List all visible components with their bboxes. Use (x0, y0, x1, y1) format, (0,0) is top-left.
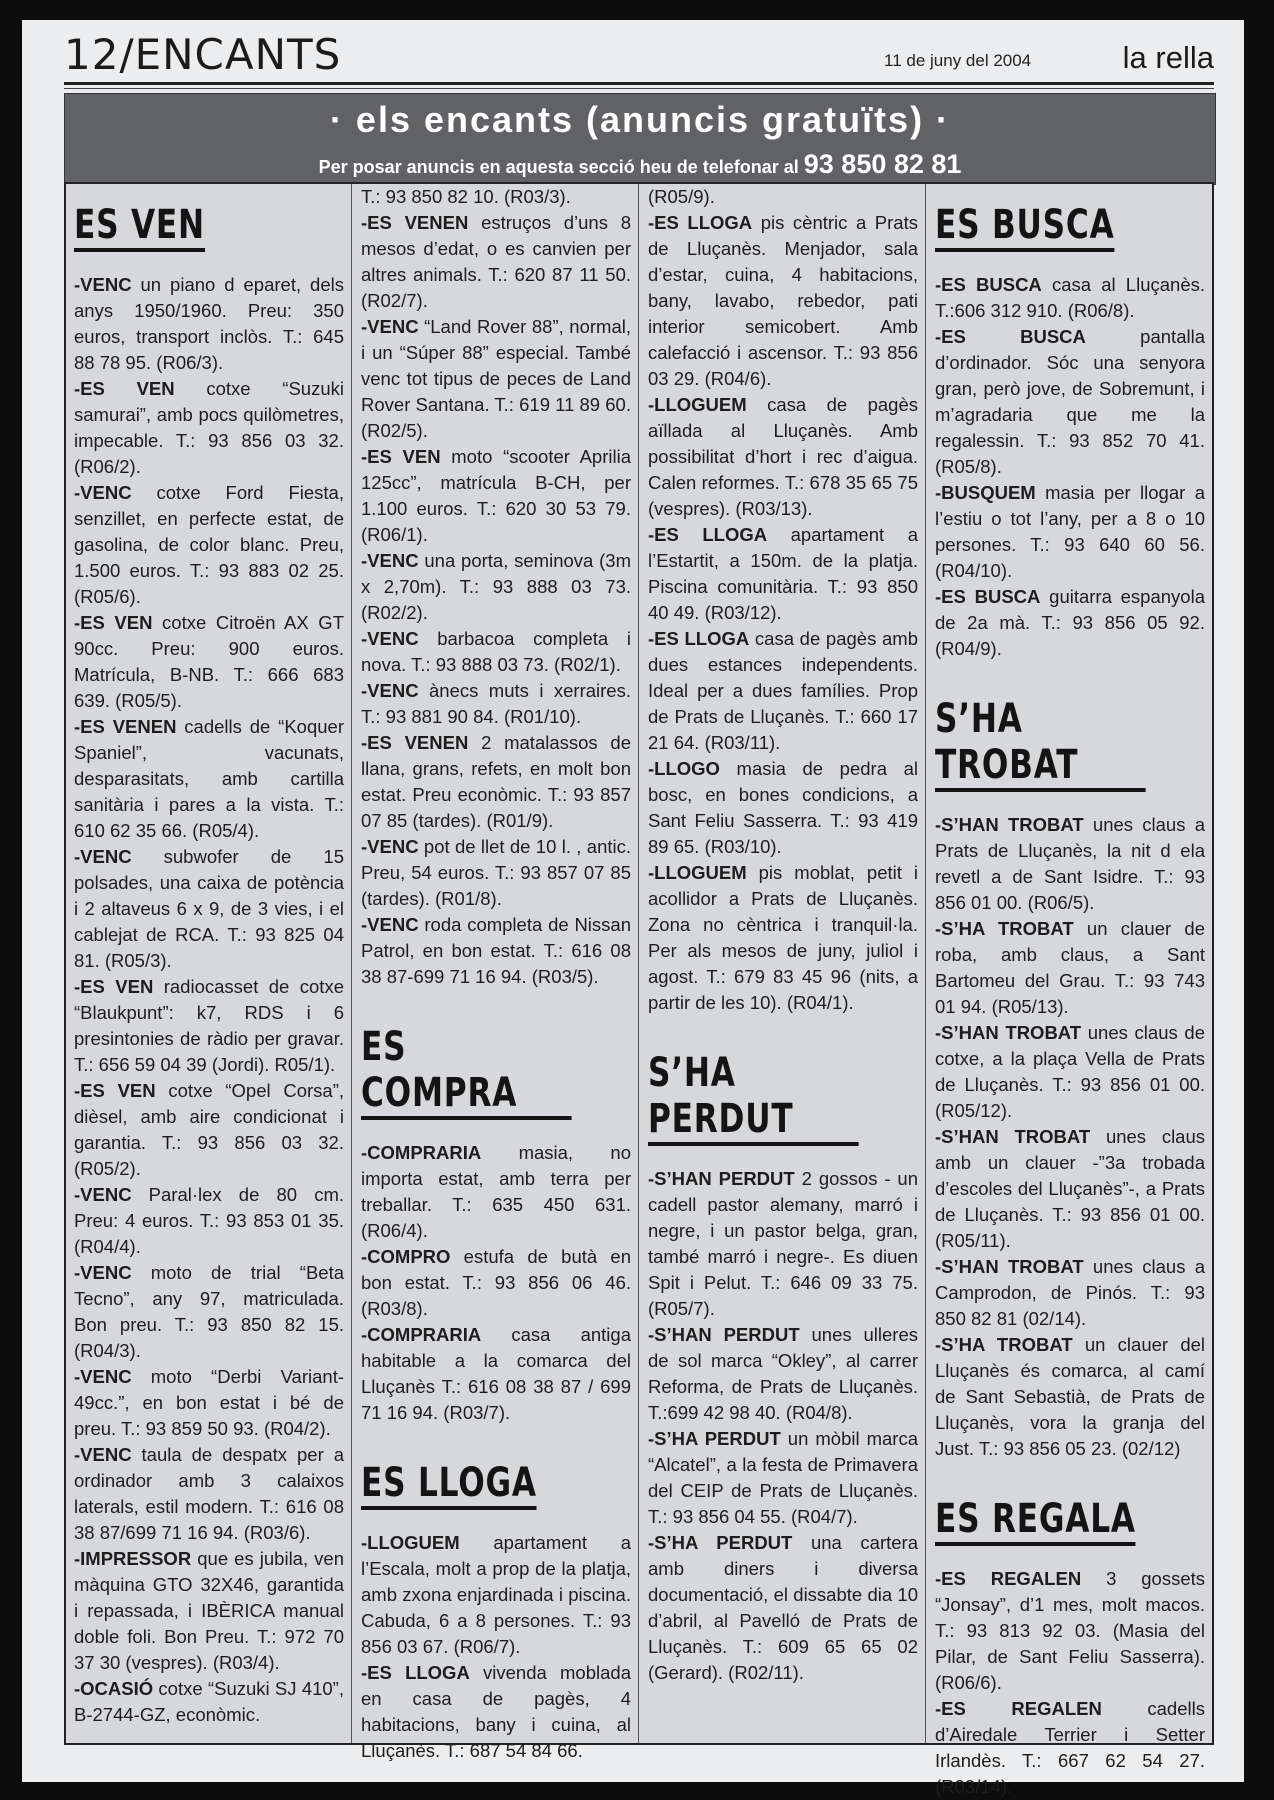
issue-date: 11 de juny del 2004 (884, 51, 1032, 70)
ad-lead: -ES LLOGA (648, 524, 768, 545)
ad-list (935, 1566, 1205, 1800)
ad-list (361, 1140, 631, 1426)
classified-ad (361, 1660, 631, 1764)
ad-lead: -VENC (74, 846, 132, 867)
ad-lead: -ES REGALEN (935, 1568, 1082, 1589)
ad-lead: -VENC (74, 1184, 132, 1205)
classified-ad (74, 1676, 344, 1728)
classified-ad (74, 1260, 344, 1364)
banner-title: · els encants (anuncis gratuïts) · (329, 99, 951, 140)
ad-text: masia per llogar a l’estiu o tot l’any, per a 8 o 10 persones. T.: 93 640 60 56. (R04/10). (935, 482, 1205, 581)
ad-lead: -S’HA TROBAT (935, 1334, 1073, 1355)
classified-ad (74, 1364, 344, 1442)
classified-ad (74, 1182, 344, 1260)
ad-text: una cartera amb diners i diversa documentació, el dissabte dia 10 d’abril, al Pavelló de Prats de Lluçanès. T.: 609 65 65 02 (Gerard). (R02/11). (648, 1532, 918, 1683)
ad-lead: -ES VEN (74, 1080, 156, 1101)
ad-text: taula de despatx per a ordinador amb 3 calaixos laterals, estil modern. T.: 616 08 38 87/699 71 16 94. (R03/6). (74, 1444, 344, 1543)
ad-list (361, 1530, 631, 1764)
ad-text: unes claus a Camprodon, de Pinós. T.: 93 850 82 81 (02/14). (935, 1256, 1206, 1329)
classified-ad (361, 1322, 631, 1426)
banner-subtitle (65, 149, 1215, 180)
ad-text: un mòbil marca “Alcatel”, a la festa de Primavera del CEIP de Prats de Lluçanès. T.: 93 856 04 55. (R04/7). (648, 1428, 919, 1527)
ad-lead: -COMPRARIA (361, 1324, 482, 1345)
ad-list (935, 812, 1205, 1462)
ad-text: apartament a l’Escala, molt a prop de la platja, amb zxona enjardinada i piscina. Cabuda, 6 a 8 persones. T.: 93 856 03 67. (R06/7). (361, 1532, 631, 1657)
ad-text: unes claus a Prats de Lluçanès, la nit d ela revetl a de Sant Isidre. T.: 93 856 01 00. (R06/5). (935, 814, 1206, 913)
banner-instructions: Per posar anuncis en aquesta secció heu de telefonar al (318, 157, 799, 177)
classified-ad (648, 1530, 918, 1686)
ad-list (935, 272, 1205, 662)
classified-ad (74, 974, 344, 1078)
ad-lead: -IMPRESSOR (74, 1548, 192, 1569)
heading-es-ven: ES VEN (74, 202, 205, 252)
heading-es-lloga: ES LLOGA (361, 1460, 537, 1510)
ad-text: que es jubila, ven màquina GTO 32X46, garantida i repassada, i IBÈRICA manual doble foli. Bon Preu. T.: 972 70 37 30 (vespres). (R03/4). (74, 1548, 344, 1673)
ad-lead: -BUSQUEM (935, 482, 1036, 503)
ad-text: masia, no importa estat, amb terra per treballar. T.: 635 450 631. (R06/4). (361, 1142, 631, 1241)
classified-ad (935, 1566, 1205, 1696)
classified-ad (648, 184, 918, 210)
ad-text: cadells de “Koquer Spaniel”, vacunats, desparasitats, amb cartilla sanitària i pares a la vista. T.: 610 62 35 66. (R05/4). (74, 716, 344, 841)
classified-ad (648, 756, 918, 860)
ad-text: un piano d eparet, dels anys 1950/1960. Preu: 350 euros, transport inclòs. T.: 645 88 78 95. (R06/3). (74, 274, 344, 373)
ad-text: pis cèntric a Prats de Lluçanès. Menjador, sala d’estar, cuina, 4 habitacions, bany, lavabo, rebedor, pati interior semicobert. Amb calefacció i ascensor. T.: 93 856 03 29. (R04/6). (648, 212, 918, 389)
classified-ad (74, 1078, 344, 1182)
ad-text: “Land Rover 88”, normal, i un “Súper 88” especial. També venc tot tipus de peces de Land Rover Santana. T.: 619 11 89 60. (R02/5). (361, 316, 631, 441)
ad-lead: -S’HA TROBAT (935, 918, 1074, 939)
classified-ad (361, 626, 631, 678)
classified-ad (361, 834, 631, 912)
column-divider (638, 184, 639, 1743)
heading-sha-perdut: S’HA PERDUT (648, 1050, 859, 1146)
ad-text: casa de pagès amb dues estances independents. Ideal per a dues famílies. Prop de Prats de Lluçanès. T.: 660 17 21 64. (R03/11). (648, 628, 918, 753)
column-divider (351, 184, 352, 1743)
ad-lead: -LLOGUEM (648, 394, 747, 415)
ad-text: 2 matalassos de llana, grans, refets, en molt bon estat. Preu econòmic. T.: 93 857 07 85 (tardes). (R01/9). (361, 732, 631, 831)
classified-ad (935, 1332, 1205, 1462)
column-2 (361, 184, 631, 1761)
ad-text: un clauer del Lluçanès és comarca, al camí de Sant Sebastià, de Prats de Lluçanès, vora la granja del Just. T.: 93 856 05 23. (02/12) (935, 1334, 1206, 1459)
ad-lead: -ES VENEN (74, 716, 177, 737)
ad-text: subwofer de 15 polsades, una caixa de potència i 2 altaveus 6 x 9, de 3 vies, i el cablejat de RCA. T.: 93 825 04 81. (R05/3). (74, 846, 344, 971)
ad-lead: -ES VEN (361, 446, 441, 467)
ad-lead: -S’HAN TROBAT (935, 1022, 1082, 1043)
classifieds-box (64, 182, 1214, 1797)
ad-text: moto de trial “Beta Tecno”, any 97, matriculada. Bon preu. T.: 93 850 82 15. (R04/3). (74, 1262, 344, 1361)
ad-lead: -ES VEN (74, 976, 154, 997)
ad-text: cotxe “Opel Corsa”, dièsel, amb aire condicionat i garantia. T.: 93 856 03 32. (R05/2). (74, 1080, 344, 1179)
classified-ad (361, 912, 631, 990)
ad-list (361, 184, 631, 990)
classified-ad (361, 314, 631, 444)
ad-lead: -LLOGUEM (648, 862, 747, 883)
banner-phone: 93 850 82 81 (803, 149, 962, 179)
ad-text: un clauer de roba, amb claus, a Sant Bartomeu del Grau. T.: 93 743 01 94. (R05/13). (935, 918, 1205, 1017)
classified-ad (648, 210, 918, 392)
ad-lead: -ES VEN (74, 612, 153, 633)
classified-ad (648, 1166, 918, 1322)
ad-text: estruços d’uns 8 mesos d’edat, o es canvien per altres animals. T.: 620 87 11 50. (R02/7). (361, 212, 631, 311)
classified-ad (935, 324, 1205, 480)
classified-ad (935, 1020, 1205, 1124)
ad-text: roda completa de Nissan Patrol, en bon estat. T.: 616 08 38 87-699 71 16 94. (R03/5). (361, 914, 631, 987)
ad-text: moto “scooter Aprilia 125cc”, matrícula B-CH, per 1.100 euros. T.: 620 30 53 79. (R06/1). (361, 446, 631, 545)
page-header (64, 26, 1214, 79)
classified-ad (935, 1254, 1205, 1332)
ad-lead: -ES VENEN (361, 212, 469, 233)
classified-ad (361, 184, 631, 210)
ad-lead: -ES BUSCA (935, 274, 1042, 295)
classified-ad (361, 548, 631, 626)
ad-text: unes claus amb un clauer -”3a trobada d’escoles del Lluçanès”-, a Prats de Lluçanès. T.: 93 856 01 00. (R05/11). (935, 1126, 1206, 1251)
ad-text: estufa de butà en bon estat. T.: 93 856 06 46. (R03/8). (361, 1246, 631, 1319)
ad-text: cotxe Citroën AX GT 90cc. Preu: 900 euros. Matrícula, B-NB. T.: 666 683 639. (R05/5). (74, 612, 344, 711)
ad-lead: -ES BUSCA (935, 586, 1041, 607)
classified-ad (935, 1124, 1205, 1254)
ad-text: vivenda moblada en casa de pagès, 4 habitacions, bany i cuina, al Lluçanès. T.: 687 54 84 66. (361, 1662, 631, 1761)
column-3 (648, 184, 918, 1729)
ad-lead: -ES LLOGA (361, 1662, 470, 1683)
ad-lead: -S’HAN TROBAT (935, 814, 1084, 835)
ad-text: cotxe “Suzuki samurai”, amb pocs quilòmetres, impecable. T.: 93 856 03 32. (R06/2). (74, 378, 344, 477)
classified-ad (648, 392, 918, 522)
classified-ad (361, 210, 631, 314)
ad-list (74, 272, 344, 1728)
classified-ad (935, 584, 1205, 662)
ad-text: 2 gossos - un cadell pastor alemany, marró i negre, i un pastor belga, gran, també marró i negre-. Es diuen Spit i Pelut. T.: 646 09 33 75. (R05/7). (648, 1168, 919, 1319)
ad-text: (R05/9). (648, 186, 715, 207)
classified-ad (648, 1426, 918, 1530)
ad-lead: -VENC (74, 1366, 132, 1387)
classified-ad (74, 272, 344, 376)
ad-text: pot de llet de 10 l. , antic. Preu, 54 euros. T.: 93 857 07 85 (tardes). (R01/8). (361, 836, 631, 909)
ad-text: unes claus de cotxe, a la plaça Vella de Prats de Lluçanès. T.: 93 856 01 00. (R05/12). (935, 1022, 1205, 1121)
classified-ad (74, 610, 344, 714)
column-1 (74, 190, 344, 1735)
ad-lead: -VENC (74, 482, 132, 503)
ad-lead: -VENC (361, 628, 419, 649)
column-divider (925, 184, 926, 1743)
ad-text: T.: 93 850 82 10. (R03/3). (361, 186, 571, 207)
ad-lead: -VENC (74, 274, 132, 295)
classified-ad (935, 272, 1205, 324)
newspaper-page (22, 20, 1244, 1797)
classifieds-banner (64, 93, 1216, 185)
ad-text: casa antiga habitable a la comarca del Lluçanès T.: 616 08 38 87 / 699 71 16 94. (R03/7). (361, 1324, 631, 1423)
ad-lead: -VENC (361, 836, 419, 857)
ad-lead: -ES VEN (74, 378, 175, 399)
ad-lead: -ES LLOGA (648, 212, 753, 233)
classified-ad (648, 626, 918, 756)
classified-ad (935, 480, 1205, 584)
ad-lead: -S’HAN PERDUT (648, 1168, 795, 1189)
ad-lead: -OCASIÓ (74, 1678, 154, 1699)
ad-lead: -S’HAN TROBAT (935, 1126, 1091, 1147)
heading-es-regala: ES REGALA (935, 1496, 1136, 1546)
classified-ad (361, 678, 631, 730)
classified-ad (648, 1322, 918, 1426)
ad-lead: -S’HAN PERDUT (648, 1324, 800, 1345)
ad-text: ànecs muts i xerraires. T.: 93 881 90 84. (R01/10). (361, 680, 631, 727)
ad-text: pis moblat, petit i acollidor a Prats de Lluçanès. Zona no cèntrica i tranquil·la. Per als mesos de juny, juliol i agost. T.: 679 83 45 96 (nits, a partir de les 10). (R04/1). (648, 862, 918, 1013)
classified-ad (935, 812, 1205, 916)
ad-list (648, 184, 918, 1016)
ad-text: guitarra espanyola de 2a mà. T.: 93 856 05 92. (R04/9). (935, 586, 1205, 659)
classified-ad (74, 1442, 344, 1546)
ad-lead: -ES VENEN (361, 732, 469, 753)
ad-text: Paral·lex de 80 cm. Preu: 4 euros. T.: 93 853 01 35. (R04/4). (74, 1184, 344, 1257)
ad-text: apartament a l’Estartit, a 150m. de la platja. Piscina comunitària. T.: 93 850 40 49. (R03/12). (648, 524, 918, 623)
ad-text: pantalla d’ordinador. Sóc una senyora gran, però jove, de Sobremunt, i m’agradaria que me la regalessin. T.: 93 852 70 41. (R05/8). (935, 326, 1205, 477)
ad-text: moto “Derbi Variant-49cc.”, en bon estat i bé de preu. T.: 93 859 50 93. (R04/2). (74, 1366, 344, 1439)
ad-text: cotxe “Suzuki SJ 410”, B-2744-GZ, econòmic. (74, 1678, 344, 1725)
masthead: la rella (1122, 40, 1214, 75)
classified-ad (74, 1546, 344, 1676)
ad-lead: -VENC (361, 680, 419, 701)
header-rule (64, 82, 1214, 85)
classified-ad (361, 1244, 631, 1322)
ad-text: casa al Lluçanès. T.:606 312 910. (R06/8). (935, 274, 1205, 321)
classified-ad (361, 1530, 631, 1660)
classified-ad (361, 1140, 631, 1244)
ad-text: una porta, seminova (3m x 2,70m). T.: 93 888 03 73. (R02/2). (361, 550, 631, 623)
classified-ad (74, 480, 344, 610)
ad-lead: -VENC (361, 914, 419, 935)
ad-lead: -LLOGO (648, 758, 720, 779)
ad-lead: -VENC (74, 1444, 132, 1465)
ad-lead: -LLOGUEM (361, 1532, 460, 1553)
classified-ad (74, 844, 344, 974)
ad-text: casa de pagès aïllada al Lluçanès. Amb possibilitat d’hort i rec d’aigua. Calen reformes. T.: 678 35 65 75 (vespres). (R03/13). (648, 394, 918, 519)
classified-ad (648, 522, 918, 626)
ad-text: barbacoa completa i nova. T.: 93 888 03 73. (R02/1). (361, 628, 631, 675)
ad-lead: -S’HAN TROBAT (935, 1256, 1084, 1277)
classified-ad (935, 916, 1205, 1020)
heading-es-compra: ES COMPRA (361, 1024, 572, 1120)
ad-text: unes ulleres de sol marca “Okley”, al carrer Reforma, de Prats de Lluçanès. T.:699 42 98 40. (R04/8). (648, 1324, 918, 1423)
heading-sha-trobat: S’HA TROBAT (935, 696, 1146, 792)
ad-text: masia de pedra al bosc, en bones condicions, a Sant Feliu Sasserra. T.: 93 419 89 65. (R03/10). (648, 758, 918, 857)
ad-lead: -VENC (361, 550, 419, 571)
column-4 (935, 190, 1206, 1797)
classified-ad (74, 376, 344, 480)
heading-es-busca: ES BUSCA (935, 202, 1115, 252)
ad-lead: -COMPRARIA (361, 1142, 482, 1163)
classified-ad (361, 444, 631, 548)
ad-text: 3 gossets “Jonsay”, d’1 mes, molt macos. T.: 93 813 92 03. (Masia del Pilar, de Sant Feliu Sasserra). (R06/6). (935, 1568, 1206, 1693)
classified-ad (361, 730, 631, 834)
ad-list (648, 1166, 918, 1686)
ad-lead: -VENC (361, 316, 419, 337)
ad-lead: -S’HA PERDUT (648, 1532, 793, 1553)
ad-lead: -S’HA PERDUT (648, 1428, 781, 1449)
ad-lead: -COMPRO (361, 1246, 451, 1267)
ad-text: cotxe Ford Fiesta, senzillet, en perfecte estat, de gasolina, de color blanc. Preu, 1.500 euros. T.: 93 883 02 25. (R05/6). (74, 482, 344, 607)
classified-ad (74, 714, 344, 844)
classified-ad (648, 860, 918, 1016)
ad-lead: -VENC (74, 1262, 132, 1283)
ad-text: radiocasset de cotxe “Blaukpunt”: k7, RDS i 6 presintonies de ràdio per gravar. T.: 656 59 04 39 (Jordi). R05/1). (74, 976, 344, 1075)
ad-text: cadells d’Airedale Terrier i Setter Irlandès. T.: 667 62 54 27. (R03/14). (935, 1698, 1205, 1797)
classified-ad (935, 1696, 1205, 1800)
section-title: 12/ENCANTS (64, 30, 342, 79)
ad-lead: -ES BUSCA (935, 326, 1086, 347)
ad-lead: -ES LLOGA (648, 628, 750, 649)
ad-lead: -ES REGALEN (935, 1698, 1102, 1719)
header-rule-thin (64, 88, 1214, 89)
